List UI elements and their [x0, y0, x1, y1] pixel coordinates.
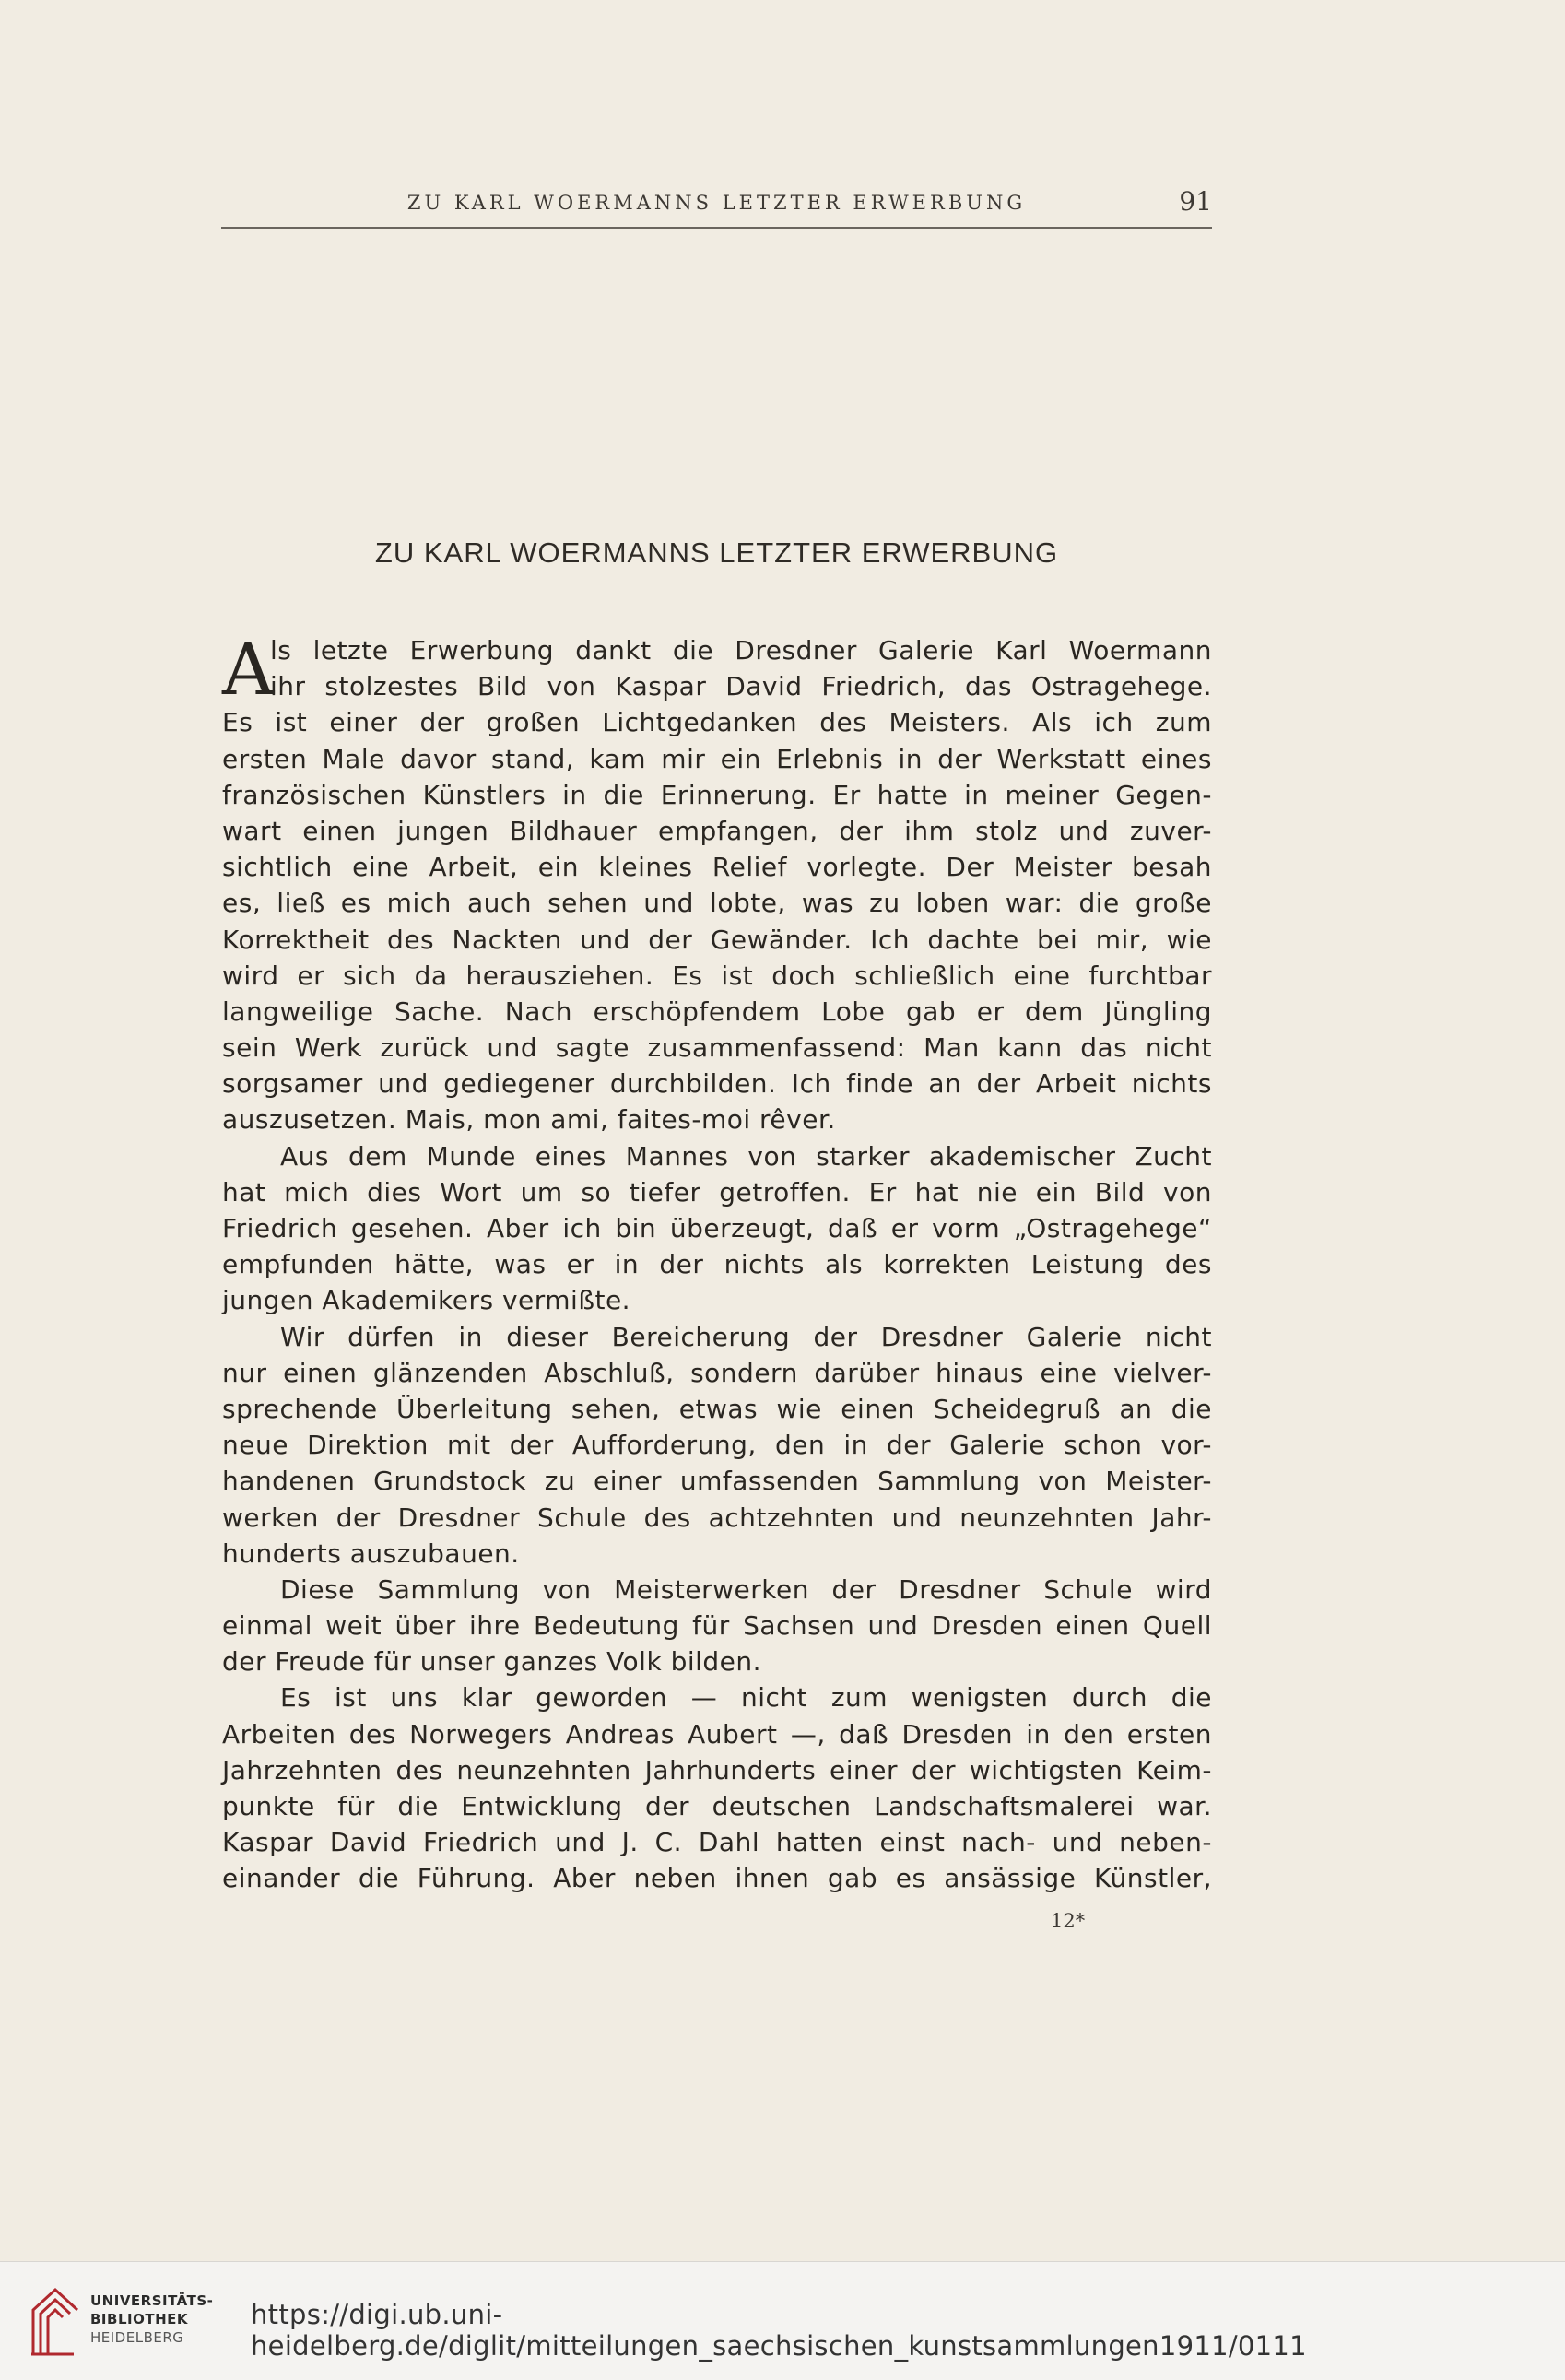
- article-title: ZU KARL WOERMANNS LETZTER ERWERBUNG: [374, 536, 1059, 569]
- text-line: Diese Sammlung von Meisterwerken der Dresdner Schule wird: [280, 1573, 1212, 1605]
- text-line: französischen Künstlers in die Erinnerung. Er hatte in meiner Gegen-: [222, 779, 1212, 810]
- text-line: ls letzte Erwerbung dankt die Dresdner Galerie Karl Woermann: [270, 635, 1212, 666]
- footer-bar: [0, 2261, 1565, 2380]
- text-line: handenen Grundstock zu einer umfassenden Sammlung von Meister-: [222, 1466, 1212, 1497]
- library-name: [90, 2292, 213, 2347]
- source-url-link[interactable]: https://digi.ub.uni-heidelberg.de/diglit/mitteilungen_saechsischen_kunstsammlungen1911/0111: [251, 2299, 1307, 2362]
- drop-cap: A: [222, 629, 275, 712]
- text-line: hunderts auszubauen.: [222, 1538, 520, 1569]
- text-line: jungen Akademikers vermißte.: [222, 1285, 631, 1316]
- text-line: empfunden hätte, was er in der nichts als korrekten Leistung des: [222, 1249, 1212, 1280]
- text-line: der Freude für unser ganzes Volk bilden.: [222, 1646, 762, 1678]
- text-line: Aus dem Munde eines Mannes von starker akademischer Zucht: [280, 1140, 1212, 1172]
- text-line: neue Direktion mit der Aufforderung, den in der Galerie schon vor-: [222, 1430, 1212, 1461]
- text-line: sprechende Überleitung sehen, etwas wie einen Scheidegruß an die: [222, 1393, 1212, 1424]
- text-line: Kaspar David Friedrich und J. C. Dahl hatten einst nach- und neben-: [222, 1827, 1212, 1858]
- running-title: ZU KARL WOERMANNS LETZTER ERWERBUNG: [406, 192, 1027, 214]
- text-line: nur einen glänzenden Abschluß, sondern darüber hinaus eine vielver-: [222, 1357, 1212, 1388]
- library-logo-icon: [28, 2282, 83, 2360]
- text-line: Es ist uns klar geworden — nicht zum wenigsten durch die: [280, 1682, 1212, 1714]
- text-line: wird er sich da herausziehen. Es ist doch schließlich eine furchtbar: [222, 960, 1212, 991]
- text-line: Es ist einer der großen Lichtgedanken des Meisters. Als ich zum: [222, 707, 1212, 738]
- text-line: langweilige Sache. Nach erschöpfendem Lobe gab er dem Jüngling: [222, 996, 1212, 1027]
- text-line: auszusetzen. Mais, mon ami, faites-moi rêver.: [222, 1104, 836, 1136]
- text-line: Arbeiten des Norwegers Andreas Aubert —, daß Dresden in den ersten: [222, 1718, 1212, 1750]
- signature-mark: 12*: [1051, 1910, 1086, 1932]
- library-name-line: HEIDELBERG: [90, 2329, 184, 2346]
- text-line: es, ließ es mich auch sehen und lobte, was zu loben war: die große: [222, 888, 1212, 919]
- text-line: wart einen jungen Bildhauer empfangen, der ihm stolz und zuver-: [222, 815, 1212, 846]
- library-name-line: BIBLIOTHEK: [90, 2311, 188, 2327]
- text-line: werken der Dresdner Schule des achtzehnten und neunzehnten Jahr-: [222, 1502, 1212, 1533]
- library-name-line: UNIVERSITÄTS-: [90, 2292, 214, 2309]
- page-number: 91: [1179, 186, 1212, 217]
- text-line: Jahrzehnten des neunzehnten Jahrhunderts einer der wichtigsten Keim-: [222, 1754, 1212, 1785]
- text-line: hat mich dies Wort um so tiefer getroffen. Er hat nie ein Bild von: [222, 1176, 1212, 1208]
- text-line: einmal weit über ihre Bedeutung für Sachsen und Dresden einen Quell: [222, 1610, 1212, 1642]
- text-line: Friedrich gesehen. Aber ich bin überzeugt, daß er vorm „Ostragehege“: [222, 1213, 1212, 1243]
- text-line: Korrektheit des Nackten und der Gewänder. Ich dachte bei mir, wie: [222, 924, 1212, 955]
- article-body: [222, 629, 1212, 1897]
- text-line: ihr stolzestes Bild von Kaspar David Friedrich, das Ostragehege.: [270, 671, 1212, 702]
- text-line: punkte für die Entwicklung der deutschen Landschaftsmalerei war.: [222, 1791, 1212, 1821]
- text-line: ersten Male davor stand, kam mir ein Erlebnis in der Werkstatt eines: [222, 743, 1212, 774]
- text-line: Wir dürfen in dieser Bereicherung der Dresdner Galerie nicht: [280, 1321, 1212, 1352]
- text-line: sein Werk zurück und sagte zusammenfassend: Man kann das nicht: [222, 1032, 1212, 1064]
- text-line: einander die Führung. Aber neben ihnen gab es ansässige Künstler,: [222, 1863, 1212, 1894]
- running-header: [221, 186, 1212, 229]
- text-line: sichtlich eine Arbeit, ein kleines Relief vorlegte. Der Meister besah: [222, 852, 1212, 883]
- text-line: sorgsamer und gediegener durchbilden. Ich finde an der Arbeit nichts: [222, 1068, 1212, 1100]
